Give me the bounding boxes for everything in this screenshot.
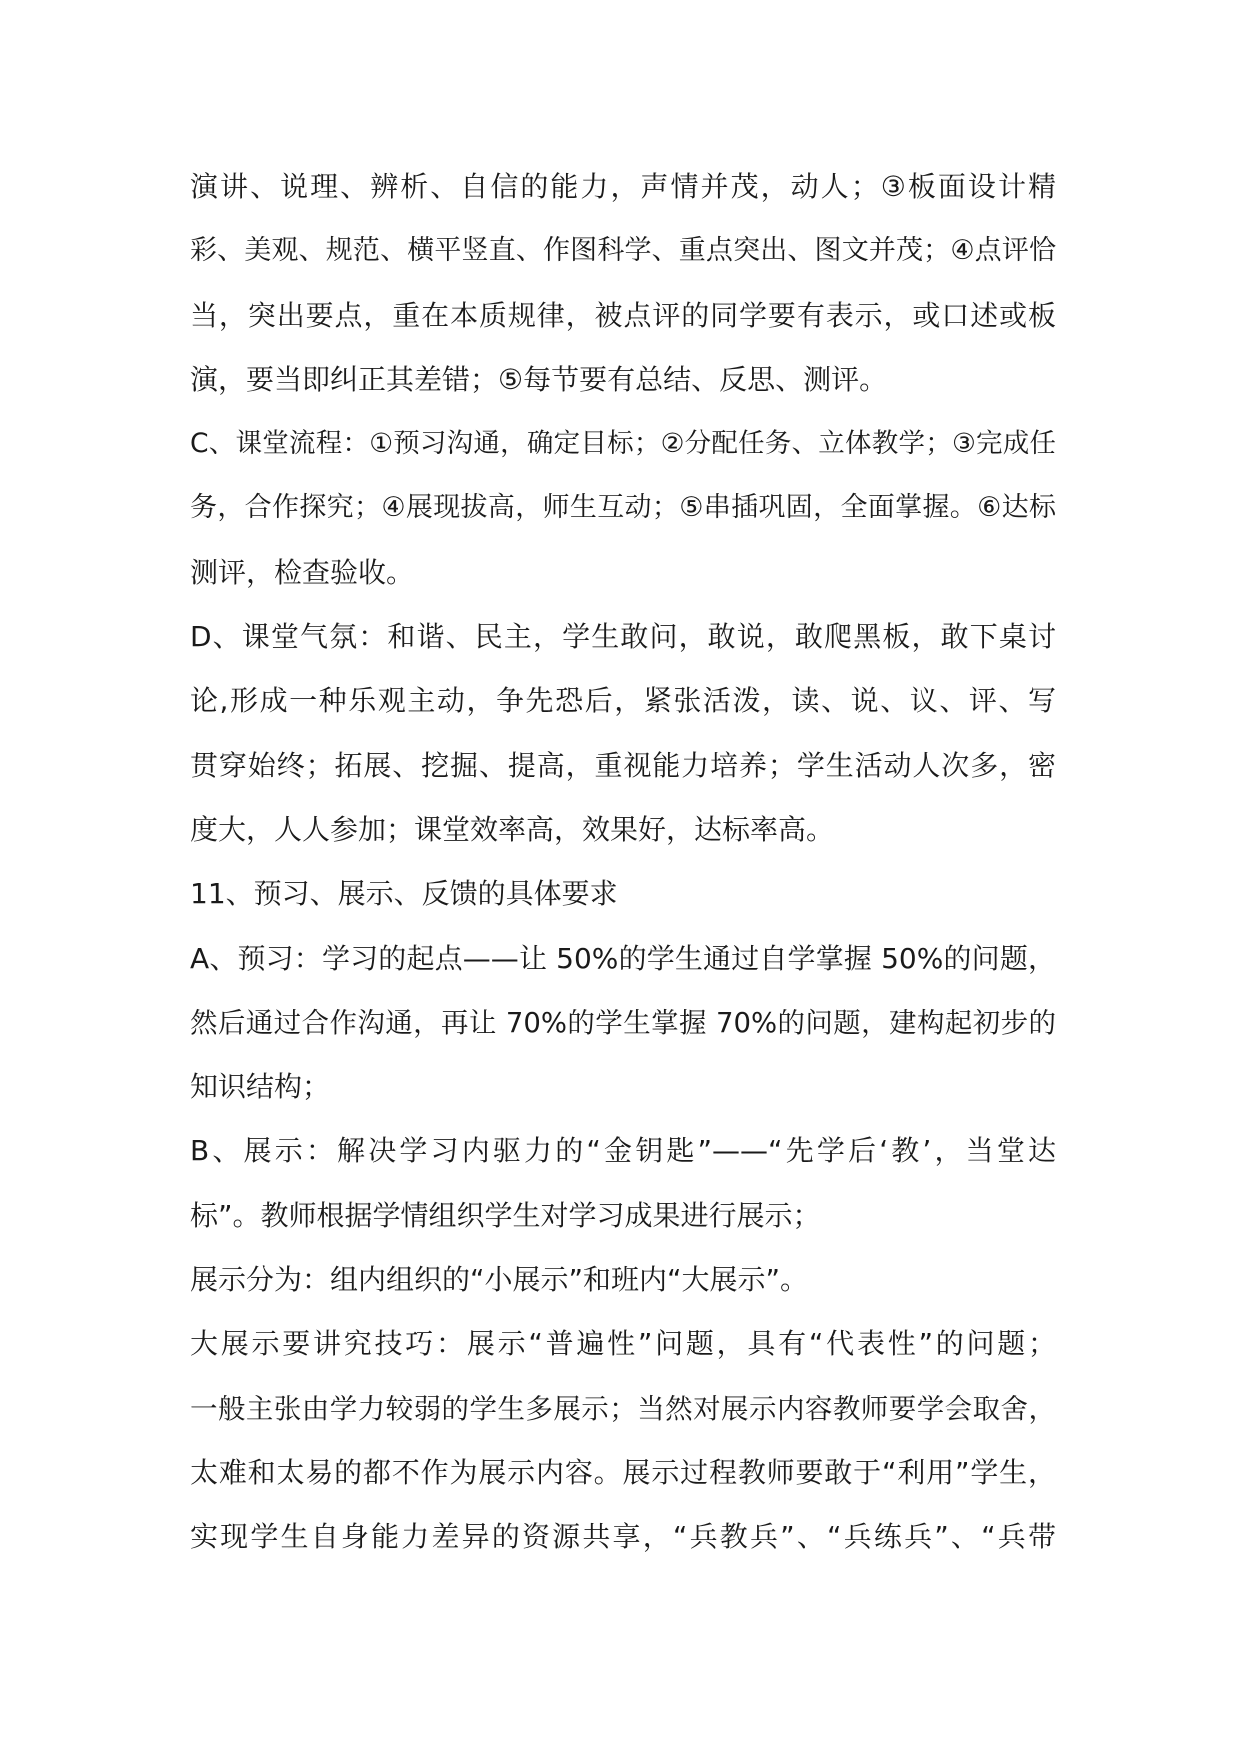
text-line: 展示分为：组内组织的“小展示”和班内“大展示”。 [190, 1263, 809, 1297]
text-line: 演，要当即纠正其差错；⑤每节要有总结、反思、测评。 [190, 362, 888, 396]
section-d-line: D、课堂气氛：和谐、民主，学生敢问，敢说，敢爬黑板，敢下桌讨 [190, 620, 1056, 654]
text-line: 论,形成一种乐观主动，争先恐后，紧张活泼，读、说、议、评、写 [190, 684, 1056, 718]
text-line: 彩、美观、规范、横平竖直、作图科学、重点突出、图文并茂；④点评恰 [190, 235, 1056, 267]
text-line: 大展示要讲究技巧：展示“普遍性”问题，具有“代表性”的问题； [190, 1327, 1056, 1361]
text-line: 测评，检查验收。 [190, 555, 415, 589]
section-b-line: B、展示：解决学习内驱力的“金钥匙”——“先学后‘教’，当堂达 [190, 1134, 1056, 1168]
text-line: 度大，人人参加；课堂效率高，效果好，达标率高。 [190, 812, 835, 846]
text-line: 当，突出要点，重在本质规律，被点评的同学要有表示，或口述或板 [190, 298, 1056, 332]
text-line: 务，合作探究；④展现拔高，师生互动；⑤串插巩固，全面掌握。⑥达标 [190, 492, 1056, 524]
section-heading-11: 11、预习、展示、反馈的具体要求 [190, 877, 618, 911]
text-line: 演讲、说理、辨析、自信的能力，声情并茂，动人；③板面设计精 [190, 170, 1056, 203]
section-a-line: A、预习：学习的起点——让 50%的学生通过自学掌握 50%的问题， [190, 941, 1056, 975]
text-line: 实现学生自身能力差异的资源共享，“兵教兵”、“兵练兵”、“兵带 [190, 1520, 1056, 1554]
text-line: 贯穿始终；拓展、挖掘、提高，重视能力培养；学生活动人次多，密 [190, 748, 1056, 782]
text-line: 标”。教师根据学情组织学生对学习成果进行展示； [190, 1198, 821, 1232]
text-line: 然后通过合作沟通，再让 70%的学生掌握 70%的问题，建构起初步的 [190, 1006, 1056, 1039]
section-c-line: C、课堂流程：①预习沟通，确定目标；②分配任务、立体教学；③完成任 [190, 428, 1056, 460]
document-body [190, 155, 1056, 1570]
text-line: 一般主张由学力较弱的学生多展示；当然对展示内容教师要学会取舍， [190, 1392, 1056, 1425]
text-line: 太难和太易的都不作为展示内容。展示过程教师要敢于“利用”学生， [190, 1455, 1056, 1489]
text-line: 知识结构； [190, 1070, 331, 1104]
